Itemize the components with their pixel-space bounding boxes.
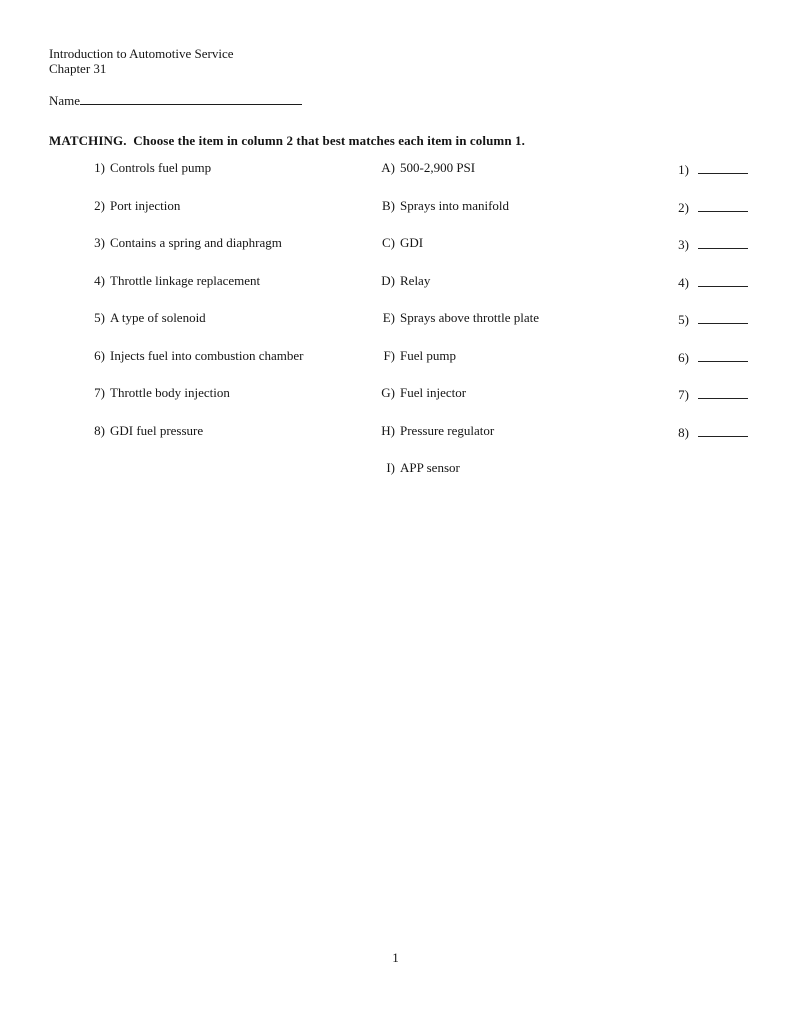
column1-item: [92, 385, 378, 401]
column2-item: [378, 235, 676, 251]
page-footer: [0, 950, 791, 966]
answer-number: 6): [678, 349, 689, 365]
column1-item: [92, 310, 378, 326]
column1-item-text: Contains a spring and diaphragm: [110, 235, 282, 250]
column2-item: [378, 310, 676, 326]
matching-instructions: MATCHING. Choose the item in column 2 that best matches each item in column 1.: [49, 133, 525, 148]
column1-item-text: Port injection: [110, 197, 181, 213]
answer-cell: [676, 423, 791, 441]
answer-number: 2): [678, 199, 689, 215]
column1-item: [92, 423, 378, 439]
column1-item: [92, 160, 378, 176]
column2-item: [378, 423, 676, 439]
name-row: [49, 91, 302, 108]
column1-item-number: 2): [94, 197, 105, 213]
answer-cell: [676, 160, 791, 178]
answer-cell: [676, 348, 791, 366]
column2-item-letter: I): [386, 460, 395, 475]
answer-number: 5): [678, 312, 689, 327]
match-row: [0, 385, 791, 423]
column2-item-letter: D): [381, 272, 395, 288]
document-header: [49, 46, 234, 76]
column2-item-text: Relay: [400, 272, 431, 288]
column2-item-letter: C): [382, 235, 395, 250]
answer-number: 3): [678, 237, 689, 252]
column1-item-number: 5): [94, 310, 105, 325]
column1-item: [92, 273, 378, 289]
column2-item-letter: G): [381, 385, 395, 400]
column2-item-text: 500-2,900 PSI: [400, 160, 476, 175]
answer-cell: [676, 273, 791, 291]
name-label: Name: [49, 93, 81, 108]
answer-number: 8): [678, 424, 689, 440]
answer-blank-line: [698, 310, 748, 324]
column1-item-number: 3): [94, 235, 105, 250]
match-row: [0, 160, 791, 198]
column1-item-text: Throttle body injection: [110, 385, 230, 400]
column2-item-text: Sprays into manifold: [400, 197, 510, 213]
answer-number: 1): [678, 162, 689, 177]
column1-item: [92, 348, 378, 364]
column2-item-text: Fuel injector: [400, 385, 467, 400]
match-row: [0, 310, 791, 348]
column1-item-number: 4): [94, 272, 105, 288]
column2-item-text: Sprays above throttle plate: [400, 310, 539, 325]
column2-item-text: GDI: [400, 235, 424, 250]
column2-item: [378, 460, 676, 476]
column2-item-letter: E): [382, 310, 395, 325]
column2-item-letter: F): [383, 347, 395, 363]
column1-item-text: Injects fuel into combustion chamber: [110, 347, 304, 363]
course-title: Introduction to Automotive Service: [49, 46, 234, 61]
answer-cell: [676, 198, 791, 216]
column1-item-text: Controls fuel pump: [110, 160, 212, 175]
column2-item-text: APP sensor: [400, 460, 460, 475]
answer-blank-line: [698, 423, 748, 437]
answer-blank-line: [698, 160, 748, 174]
answer-blank-line: [698, 235, 748, 249]
name-blank-line: [80, 91, 302, 105]
matching-rows: [0, 160, 791, 498]
column2-item: [378, 348, 676, 364]
answer-cell: [676, 235, 791, 253]
page-number: 1: [392, 950, 399, 965]
column1-item-number: 7): [94, 385, 105, 400]
answer-blank-line: [698, 385, 748, 399]
match-row: [0, 460, 791, 498]
answer-blank-line: [698, 198, 748, 212]
answer-blank-line: [698, 348, 748, 362]
column2-item-letter: B): [382, 197, 395, 213]
match-row: [0, 273, 791, 311]
column1-item-text: A type of solenoid: [110, 310, 206, 325]
column1-item-text: Throttle linkage replacement: [110, 272, 261, 288]
column2-item: [378, 160, 676, 176]
column2-item-letter: H): [381, 422, 395, 438]
column2-item: [378, 385, 676, 401]
column1-item-text: GDI fuel pressure: [110, 422, 204, 438]
match-row: [0, 348, 791, 386]
answer-cell: [676, 310, 791, 328]
column2-item: [378, 273, 676, 289]
column1-item-number: 1): [94, 160, 105, 175]
column2-item-text: Pressure regulator: [400, 422, 495, 438]
answer-cell: [676, 385, 791, 403]
column1-item: [92, 235, 378, 251]
chapter-title: Chapter 31: [49, 61, 107, 76]
column2-item-text: Fuel pump: [400, 347, 456, 363]
column1-item: [92, 198, 378, 214]
match-row: [0, 235, 791, 273]
column2-item: [378, 198, 676, 214]
answer-blank-line: [698, 273, 748, 287]
answer-number: 4): [678, 274, 689, 290]
column1-item-number: 6): [94, 347, 105, 363]
column1-item-number: 8): [94, 422, 105, 438]
answer-number: 7): [678, 387, 689, 402]
column2-item-letter: A): [381, 160, 395, 175]
match-row: [0, 198, 791, 236]
match-row: [0, 423, 791, 461]
